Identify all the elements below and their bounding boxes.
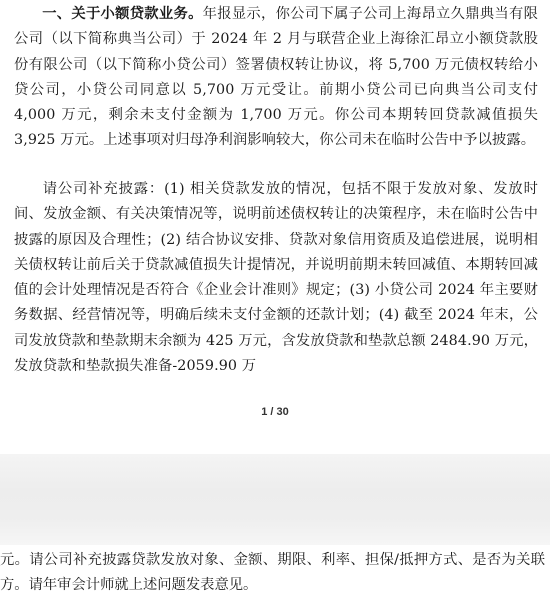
section-paragraph-2 [14, 177, 538, 379]
document-page-2 [0, 545, 550, 603]
page-separator [0, 454, 550, 545]
section-paragraph-1 [14, 2, 538, 154]
paragraph-2-body: 请公司补充披露：(1) 相关贷款发放的情况，包括不限于发放对象、发放时间、发放金额、有关决策情况等，说明前述债权转让的决策程序，未在临时公告中披露的原因及合理性；(2) 结合协议安排、贷款对象信用资质及追偿进展，说明相关债权转让前后关于贷款减值损失计提情况，并说明前期未转回减值、本期转回减值的会计处理情况是否符合《企业会计准则》规定；(3) 小贷公司 2024 年主要财务数据、经营情况等，明确后续未支付金额的还款计划；(4) 截至 2024 年末，公司发放贷款和垫款期末余额为 425 万元，含发放贷款和垫款总额 2484.90 万元，发放贷款和垫款损失准备-2059.90 万 [14, 181, 538, 375]
paragraph-1-body: 年报显示，你公司下属子公司上海昂立久鼎典当有限公司（以下简称典当公司）于 2024 年 2 月与联营企业上海徐汇昂立小额贷款股份有限公司（以下简称小贷公司）签署债权转让协议，将 5,700 万元债权转给小贷公司，小贷公司同意以 5,700 万元受让。前期小贷公司已向典当公司支付 4,000 万元，剩余未支付金额为 1,700 万元。你公司本期转回贷款减值损失 3,925 万元。上述事项对归母净利润影响较大，你公司未在临时公告中予以披露。 [14, 6, 538, 149]
section-heading: 一、关于小额贷款业务。 [42, 6, 203, 22]
section-paragraph-3: 元。请公司补充披露贷款发放对象、金额、期限、利率、担保/抵押方式、是否为关联方。请年审会计师就上述问题发表意见。 [0, 552, 545, 594]
page-number: 1 / 30 [261, 406, 289, 418]
